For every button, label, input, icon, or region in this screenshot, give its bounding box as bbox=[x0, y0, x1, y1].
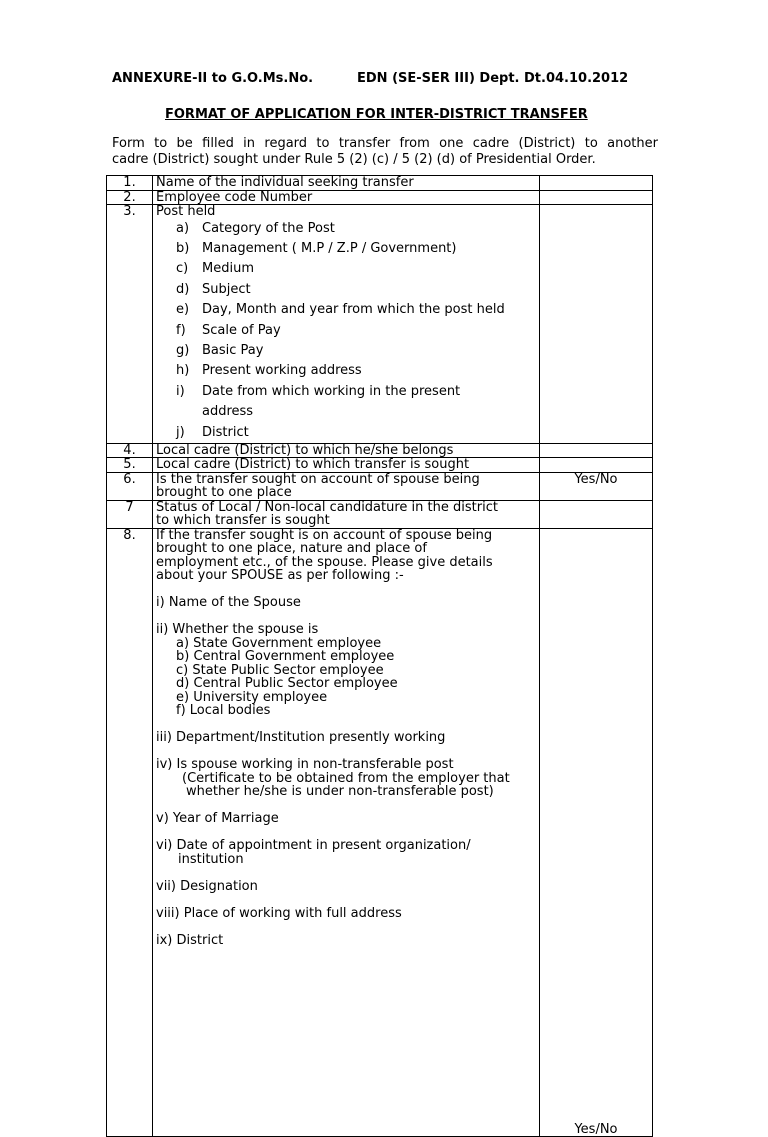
item-label: District bbox=[202, 424, 249, 440]
list-item-continuation bbox=[176, 402, 539, 422]
item-key: a) bbox=[176, 220, 190, 236]
row-label bbox=[153, 472, 540, 500]
appointment-date-label-cont: institution bbox=[178, 851, 244, 867]
row-number: 5. bbox=[107, 458, 153, 473]
spouse-intro-line: If the transfer sought is on account of spouse being bbox=[156, 527, 493, 543]
list-item bbox=[176, 239, 539, 259]
list-item bbox=[176, 361, 539, 381]
item-label: Present working address bbox=[202, 363, 362, 379]
item-key: e) bbox=[176, 302, 190, 318]
item-label: Category of the Post bbox=[202, 220, 335, 236]
answer-cell[interactable] bbox=[540, 190, 653, 205]
yes-no-answer[interactable]: Yes/No bbox=[540, 472, 653, 500]
designation-label: vii) Designation bbox=[156, 878, 258, 894]
item-key: c) bbox=[176, 261, 189, 277]
list-item bbox=[176, 341, 539, 361]
spouse-name-label: i) Name of the Spouse bbox=[156, 595, 301, 611]
annexure-reference: ANNEXURE-II to G.O.Ms.No. bbox=[112, 71, 314, 86]
instructions-line-1: Form to be filled in regard to transfer from one cadre (District) to another bbox=[112, 136, 658, 151]
department-date: EDN (SE-SER III) Dept. Dt.04.10.2012 bbox=[357, 71, 629, 86]
marriage-year-label: v) Year of Marriage bbox=[156, 811, 279, 827]
form-title: FORMAT OF APPLICATION FOR INTER-DISTRICT TRANSFER bbox=[165, 107, 588, 122]
row-number: 1. bbox=[107, 176, 153, 191]
list-item bbox=[176, 259, 539, 279]
list-item bbox=[176, 423, 539, 443]
spouse-details-cell bbox=[153, 528, 540, 1137]
item-label: Subject bbox=[202, 281, 251, 297]
item-label: Day, Month and year from which the post held bbox=[202, 302, 505, 318]
row-label: Local cadre (District) to which he/she belongs bbox=[153, 443, 540, 458]
row-number: 3. bbox=[107, 205, 153, 444]
list-item bbox=[176, 321, 539, 341]
list-item bbox=[176, 219, 539, 239]
table-row bbox=[107, 500, 653, 528]
table-row bbox=[107, 443, 653, 458]
row-label: Employee code Number bbox=[153, 190, 540, 205]
item-label: Scale of Pay bbox=[202, 322, 281, 338]
item-label: Date from which working in the present bbox=[202, 383, 461, 399]
list-item bbox=[176, 300, 539, 320]
row-label: Post held bbox=[156, 204, 216, 219]
yes-no-answer[interactable]: Yes/No bbox=[574, 1121, 618, 1137]
non-transferable-note: whether he/she is under non-transferable post) bbox=[186, 784, 494, 800]
list-item bbox=[176, 280, 539, 300]
spouse-intro-line: about your SPOUSE as per following :- bbox=[156, 568, 404, 584]
department-label: iii) Department/Institution presently working bbox=[156, 730, 446, 746]
answer-cell[interactable] bbox=[540, 458, 653, 473]
spouse-intro-line: employment etc., of the spouse. Please give details bbox=[156, 554, 493, 570]
item-label: Management ( M.P / Z.P / Government) bbox=[202, 240, 457, 256]
row-label-line: Status of Local / Non-local candidature in the district bbox=[156, 499, 498, 515]
row-number: 4. bbox=[107, 443, 153, 458]
row-number: 7 bbox=[107, 500, 153, 528]
item-key: f) bbox=[176, 322, 186, 338]
item-label: Basic Pay bbox=[202, 342, 264, 358]
place-of-working-label: viii) Place of working with full address bbox=[156, 905, 402, 921]
district-label: ix) District bbox=[156, 932, 224, 948]
list-item: f) Local bodies bbox=[176, 703, 271, 719]
item-label: Medium bbox=[202, 261, 254, 277]
table-row bbox=[107, 528, 653, 1137]
application-form-table bbox=[106, 175, 653, 1137]
list-item: d) Central Public Sector employee bbox=[176, 676, 398, 692]
table-row bbox=[107, 472, 653, 500]
item-key: h) bbox=[176, 363, 190, 379]
list-item: b) Central Government employee bbox=[176, 649, 395, 665]
spouse-answer-cell[interactable] bbox=[540, 528, 653, 1137]
list-item: c) State Public Sector employee bbox=[176, 662, 384, 678]
answer-cell[interactable] bbox=[540, 176, 653, 191]
row-number: 8. bbox=[107, 528, 153, 1137]
row-label bbox=[153, 500, 540, 528]
item-label: address bbox=[202, 404, 254, 420]
table-row bbox=[107, 205, 653, 444]
list-item bbox=[176, 382, 539, 402]
item-key: d) bbox=[176, 281, 190, 297]
list-item: a) State Government employee bbox=[176, 635, 382, 651]
row-number: 2. bbox=[107, 190, 153, 205]
spouse-type-label: ii) Whether the spouse is bbox=[156, 622, 319, 638]
post-held-cell bbox=[153, 205, 540, 444]
table-row bbox=[107, 458, 653, 473]
row-label: Local cadre (District) to which transfer is sought bbox=[153, 458, 540, 473]
answer-cell[interactable] bbox=[540, 500, 653, 528]
instructions-line-2: cadre (District) sought under Rule 5 (2) (c) / 5 (2) (d) of Presidential Order. bbox=[112, 152, 596, 167]
row-label: Name of the individual seeking transfer bbox=[153, 176, 540, 191]
post-held-subitems bbox=[176, 219, 539, 443]
non-transferable-label: iv) Is spouse working in non-transferable post bbox=[156, 757, 454, 773]
table-row bbox=[107, 176, 653, 191]
non-transferable-note: (Certificate to be obtained from the employer that bbox=[182, 770, 510, 786]
item-key: j) bbox=[176, 424, 185, 440]
row-number: 6. bbox=[107, 472, 153, 500]
answer-cell[interactable] bbox=[540, 205, 653, 444]
row-label-line: Is the transfer sought on account of spouse being bbox=[156, 471, 480, 487]
item-key: g) bbox=[176, 342, 190, 358]
item-key: i) bbox=[176, 383, 185, 399]
row-label-line: to which transfer is sought bbox=[156, 513, 330, 529]
table-row bbox=[107, 190, 653, 205]
spouse-intro-line: brought to one place, nature and place of bbox=[156, 541, 427, 557]
list-item: e) University employee bbox=[176, 689, 328, 705]
row-label-line: brought to one place bbox=[156, 485, 292, 501]
item-key: b) bbox=[176, 240, 190, 256]
appointment-date-label: vi) Date of appointment in present organization/ bbox=[156, 838, 471, 854]
answer-cell[interactable] bbox=[540, 443, 653, 458]
form-instructions bbox=[112, 136, 658, 168]
